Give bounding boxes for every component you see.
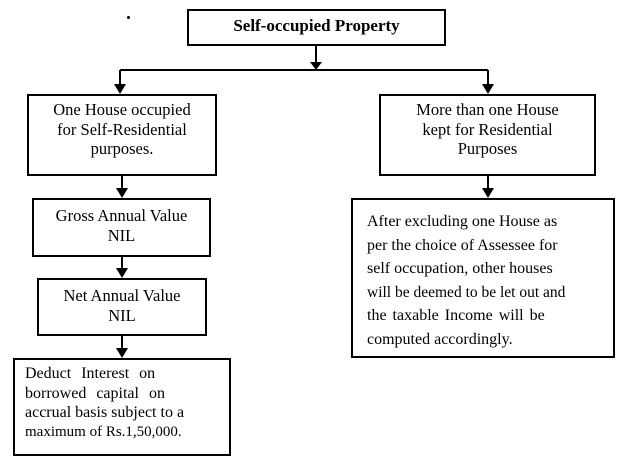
- root-node-box: [187, 9, 446, 46]
- left-condition-line-1: One House occupied: [53, 100, 191, 119]
- scan-speck: [127, 16, 130, 19]
- arrowhead-deduct: [116, 348, 128, 358]
- outcome-line-3: self occupation, other houses: [367, 260, 553, 277]
- outcome-line-6: computed accordingly.: [367, 330, 513, 348]
- outcome-line-2: per the choice of Assessee for: [367, 236, 558, 254]
- outcome-line-4: will be deemed to be let out and: [367, 283, 566, 301]
- deduct-line-3: accrual basis subject to a: [25, 404, 185, 421]
- left-condition-box: [27, 94, 217, 176]
- left-condition-line-3: purposes.: [90, 139, 154, 158]
- arrowhead-outcome: [482, 188, 494, 198]
- net-annual-value-label: Net Annual Value: [63, 286, 181, 305]
- left-condition-line-2: for Self-Residential: [57, 119, 187, 139]
- deduct-interest-box: [13, 358, 231, 456]
- deduct-line-2: borrowed capital on: [25, 384, 165, 402]
- deduct-line-1: Deduct Interest on: [25, 365, 156, 382]
- gross-annual-value-amount: NIL: [107, 225, 136, 245]
- arrowhead-root: [310, 62, 322, 70]
- right-condition-line-2: kept for Residential: [422, 119, 553, 139]
- arrowhead-net: [116, 268, 128, 278]
- outcome-line-1: After excluding one House as: [367, 213, 558, 230]
- arrowhead-left-condition: [114, 84, 126, 94]
- arrowhead-right-condition: [482, 84, 494, 94]
- outcome-line-5: the taxable Income will be: [367, 307, 545, 324]
- arrowhead-gross: [116, 188, 128, 198]
- root-node-label: Self-occupied Property: [233, 16, 400, 35]
- right-condition-box: [379, 94, 596, 176]
- gross-annual-value-label: Gross Annual Value: [55, 206, 188, 225]
- right-outcome-box: [351, 198, 615, 358]
- gross-annual-value-box: [32, 198, 211, 257]
- net-annual-value-amount: NIL: [108, 305, 136, 325]
- net-annual-value-box: [37, 278, 207, 336]
- right-condition-line-1: More than one House: [416, 100, 559, 119]
- deduct-line-4: maximum of Rs.1,50,000.: [25, 423, 182, 440]
- right-condition-line-3: Purposes: [457, 139, 518, 158]
